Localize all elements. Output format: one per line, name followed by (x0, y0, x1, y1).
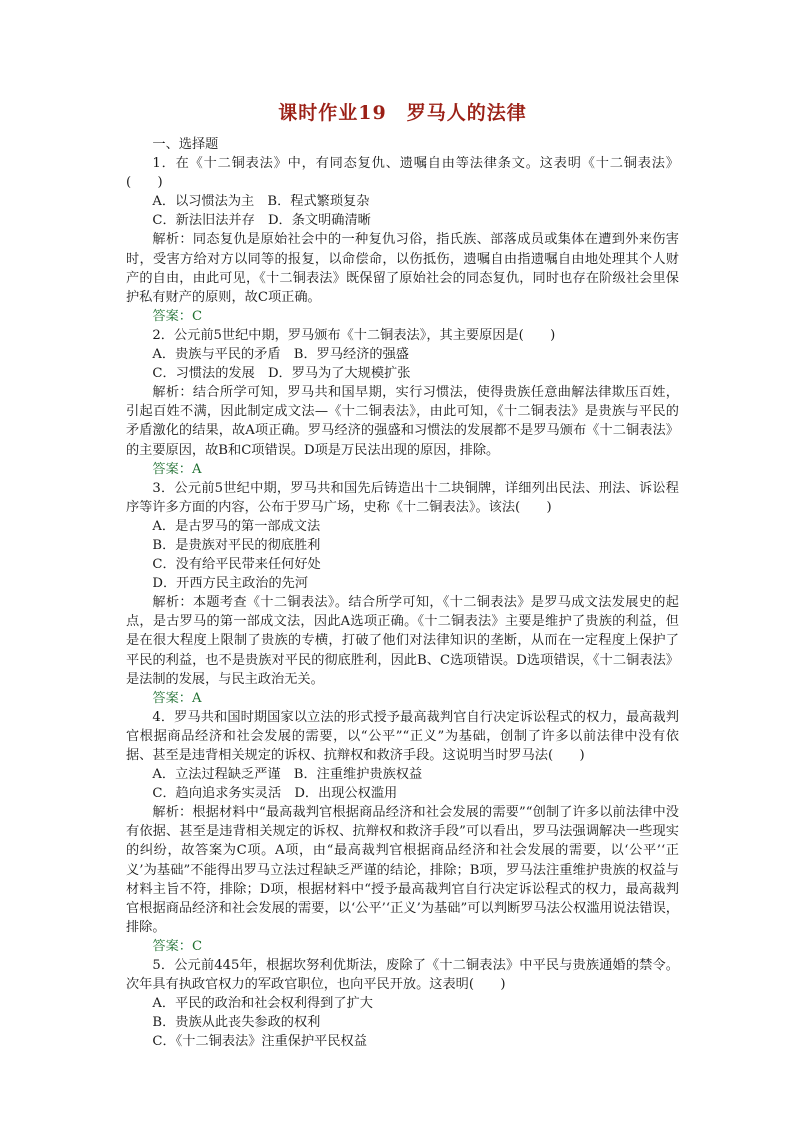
question-explanation: 解析：同态复仇是原始社会中的一种复仇习俗，指氏族、部落成员或集体在遭到外来伤害时，受害方给对方以同等的报复，以命偿命，以伤抵伤，遗嘱自由指遗嘱自由地处理其个人财产的自由，由此可见，《十二铜表法》既保留了原始社会的同态复仇，同时也存在阶级社会里保护私有财产的原则，故C项正确。 (126, 232, 679, 305)
question-stem: 4．罗马共和国时期国家以立法的形式授予最高裁判官自行决定诉讼程式的权力，最高裁判官根据商品经济和社会发展的需要，以“公平”“正义”为基础，创制了许多以前法律中没有依据、甚至是违背相关规定的诉权、抗辩权和救济手段。这说明当时罗马法( ) (126, 709, 679, 763)
question-option: D．开西方民主政治的先河 (152, 576, 309, 592)
question-option: A．是古罗马的第一部成文法 (152, 518, 321, 534)
page-title: 课时作业19 罗马人的法律 (278, 102, 527, 124)
question-stem: 1．在《十二铜表法》中，有同态复仇、遗嘱自由等法律条文。这表明《十二铜表法》( ) (126, 156, 679, 191)
question-option: A．以习惯法为主 B．程式繁琐复杂 (152, 194, 370, 210)
question-stem: 3．公元前5世纪中期，罗马共和国先后铸造出十二块铜牌，详细列出民法、刑法、诉讼程序等许多方面的内容，公布于罗马广场，史称《十二铜表法》。该法( ) (126, 480, 679, 515)
question-answer: 答案：C (152, 308, 203, 324)
question-option: C．趋向追求务实灵活 D．出现公权滥用 (152, 786, 398, 802)
question-option: A．平民的政治和社会权利得到了扩大 (152, 996, 373, 1012)
question-option: A．贵族与平民的矛盾 B．罗马经济的强盛 (152, 347, 409, 363)
question-option: B．是贵族对平民的彻底胜利 (152, 537, 321, 553)
question-answer: 答案：C (152, 938, 203, 954)
question-explanation: 解析：根据材料中“最高裁判官根据商品经济和社会发展的需要”“创制了许多以前法律中没有依据、甚至是违背相关规定的诉权、抗辩权和救济手段”可以看出，罗马法强调解决一些现实的纠纷，故答案为C项。A项，由“最高裁判官根据商品经济和社会发展的需要，以‘公平’‘正义’为基础”不能得出罗马立法过程缺乏严谨的结论，排除；B项，罗马法注重维护贵族的权益与材料主旨不符，排除；D项，根据材料中“授予最高裁判官自行决定诉讼程式的权力，最高裁判官根据商品经济和社会发展的需要，以‘公平’‘正义’为基础”可以判断罗马法公权滥用说法错误，排除。 (126, 805, 679, 935)
question-5 (126, 956, 679, 1051)
question-3 (126, 479, 679, 708)
question-option: A．立法过程缺乏严谨 B．注重维护贵族权益 (152, 767, 423, 783)
section-heading: 一、选择题 (152, 137, 219, 152)
question-stem: 5．公元前445年，根据坎努利优斯法，废除了《十二铜表法》中平民与贵族通婚的禁令。次年具有执政官权力的军政官职位，也向平民开放。这表明( ) (126, 958, 679, 993)
question-explanation: 解析：本题考查《十二铜表法》。结合所学可知，《十二铜表法》是罗马成文法发展史的起点，是古罗马的第一部成文法，因此A选项正确。《十二铜表法》主要是维护了贵族的利益，但是在很大程度上限制了贵族的专横，打破了他们对法律知识的垄断，从而在一定程度上保护了平民的利益，也不是贵族对平民的彻底胜利，因此B、C选项错误。D选项错误，《十二铜表法》是法制的发展，与民主政治无关。 (126, 595, 679, 687)
question-1 (126, 154, 679, 326)
question-4 (126, 708, 679, 956)
document-page (126, 100, 679, 1052)
question-option: C．《十二铜表法》注重保护平民权益 (152, 1034, 367, 1050)
question-explanation: 解析：结合所学可知，罗马共和国早期，实行习惯法，使得贵族任意曲解法律欺压百姓，引起百姓不满，因此制定成文法—《十二铜表法》，由此可知，《十二铜表法》是贵族与平民的矛盾激化的结果，故A项正确。罗马经济的强盛和习惯法的发展都不是罗马颁布《十二铜表法》的主要原因，故B和C项错误。D项是万民法出现的原因，排除。 (126, 385, 679, 458)
question-option: C．没有给平民带来任何好处 (152, 557, 321, 573)
question-option: C．习惯法的发展 D．罗马为了大规模扩张 (152, 366, 411, 382)
question-option: C．新法旧法并存 D．条文明确清晰 (152, 213, 371, 229)
question-option: B．贵族从此丧失参政的权利 (152, 1015, 321, 1031)
question-answer: 答案：A (152, 690, 202, 706)
question-stem: 2．公元前5世纪中期，罗马颁布《十二铜表法》，其主要原因是( ) (152, 327, 556, 343)
question-answer: 答案：A (152, 461, 202, 477)
question-2 (126, 326, 679, 479)
